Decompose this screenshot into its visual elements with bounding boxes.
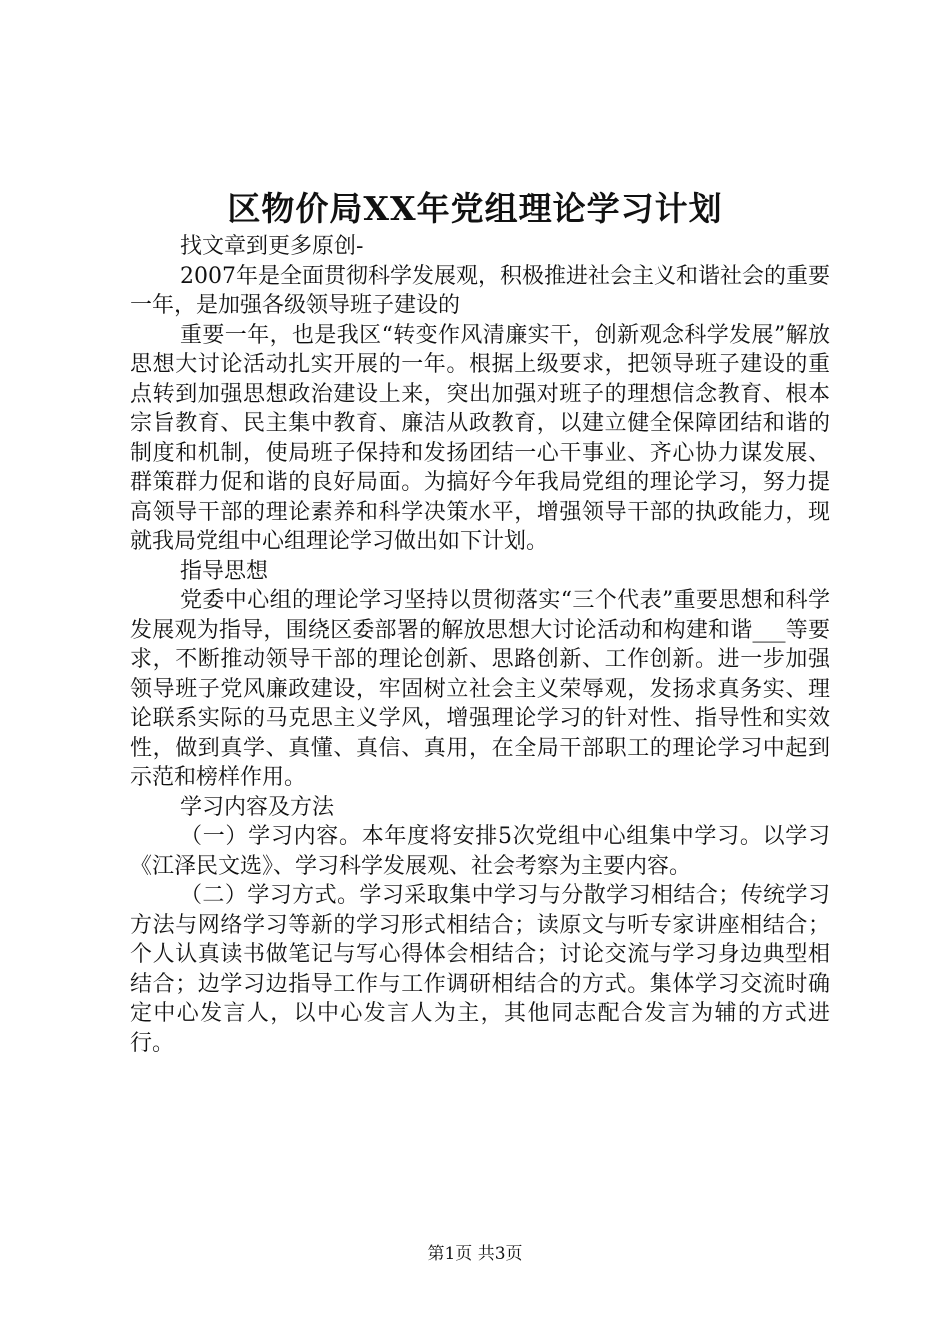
document-body xyxy=(130,232,830,1058)
paragraph-guiding-ideology: 党委中心组的理论学习坚持以贯彻落实“三个代表”重要思想和科学发展观为指导，围绕区委部署的解放思想大讨论活动和构建和谐___等要求，不断推动领导干部的理论创新、思路创新、工作创新。进一步加强领导班子党风廉政建设，牢固树立社会主义荣辱观，发扬求真务实、理论联系实际的马克思主义学风，增强理论学习的针对性、指导性和实效性，做到真学、真懂、真信、真用，在全局干部职工的理论学习中起到示范和榜样作用。 xyxy=(130,588,830,790)
paragraph-background: 重要一年，也是我区“转变作风清廉实干，创新观念科学发展”解放思想大讨论活动扎实开展的一年。根据上级要求，把领导班子建设的重点转到加强思想政治建设上来，突出加强对班子的理想信念教育、根本宗旨教育、民主集中教育、廉洁从政教育，以建立健全保障团结和谐的制度和机制，使局班子保持和发扬团结一心干事业、齐心协力谋发展、群策群力促和谐的良好局面。为搞好今年我局党组的理论学习，努力提高领导干部的理论素养和科学决策水平，增强领导干部的执政能力，现就我局党组中心组理论学习做出如下计划。 xyxy=(130,322,830,554)
paragraph-study-method: （二）学习方式。学习采取集中学习与分散学习相结合；传统学习方法与网络学习等新的学习形式相结合；读原文与听专家讲座相结合；个人认真读书做笔记与写心得体会相结合；讨论交流与学习身边典型相结合；边学习边指导工作与工作调研相结合的方式。集体学习交流时确定中心发言人，以中心发言人为主，其他同志配合发言为辅的方式进行。 xyxy=(130,883,830,1056)
document-title: 区物价局XX年党组理论学习计划 xyxy=(227,189,723,228)
paragraph-source-note: 找文章到更多原创- xyxy=(180,234,364,259)
section-heading-guiding-ideology: 指导思想 xyxy=(180,558,269,584)
paragraph-intro: 2007年是全面贯彻科学发展观，积极推进社会主义和谐社会的重要一年，是加强各级领导班子建设的 xyxy=(130,263,830,318)
page-footer: 第1页 共3页 xyxy=(427,1244,523,1264)
section-heading-content-and-method: 学习内容及方法 xyxy=(180,794,335,820)
paragraph-study-content: （一）学习内容。本年度将安排5次党组中心组集中学习。以学习《江泽民文选》、学习科学发展观、社会考察为主要内容。 xyxy=(130,824,830,879)
